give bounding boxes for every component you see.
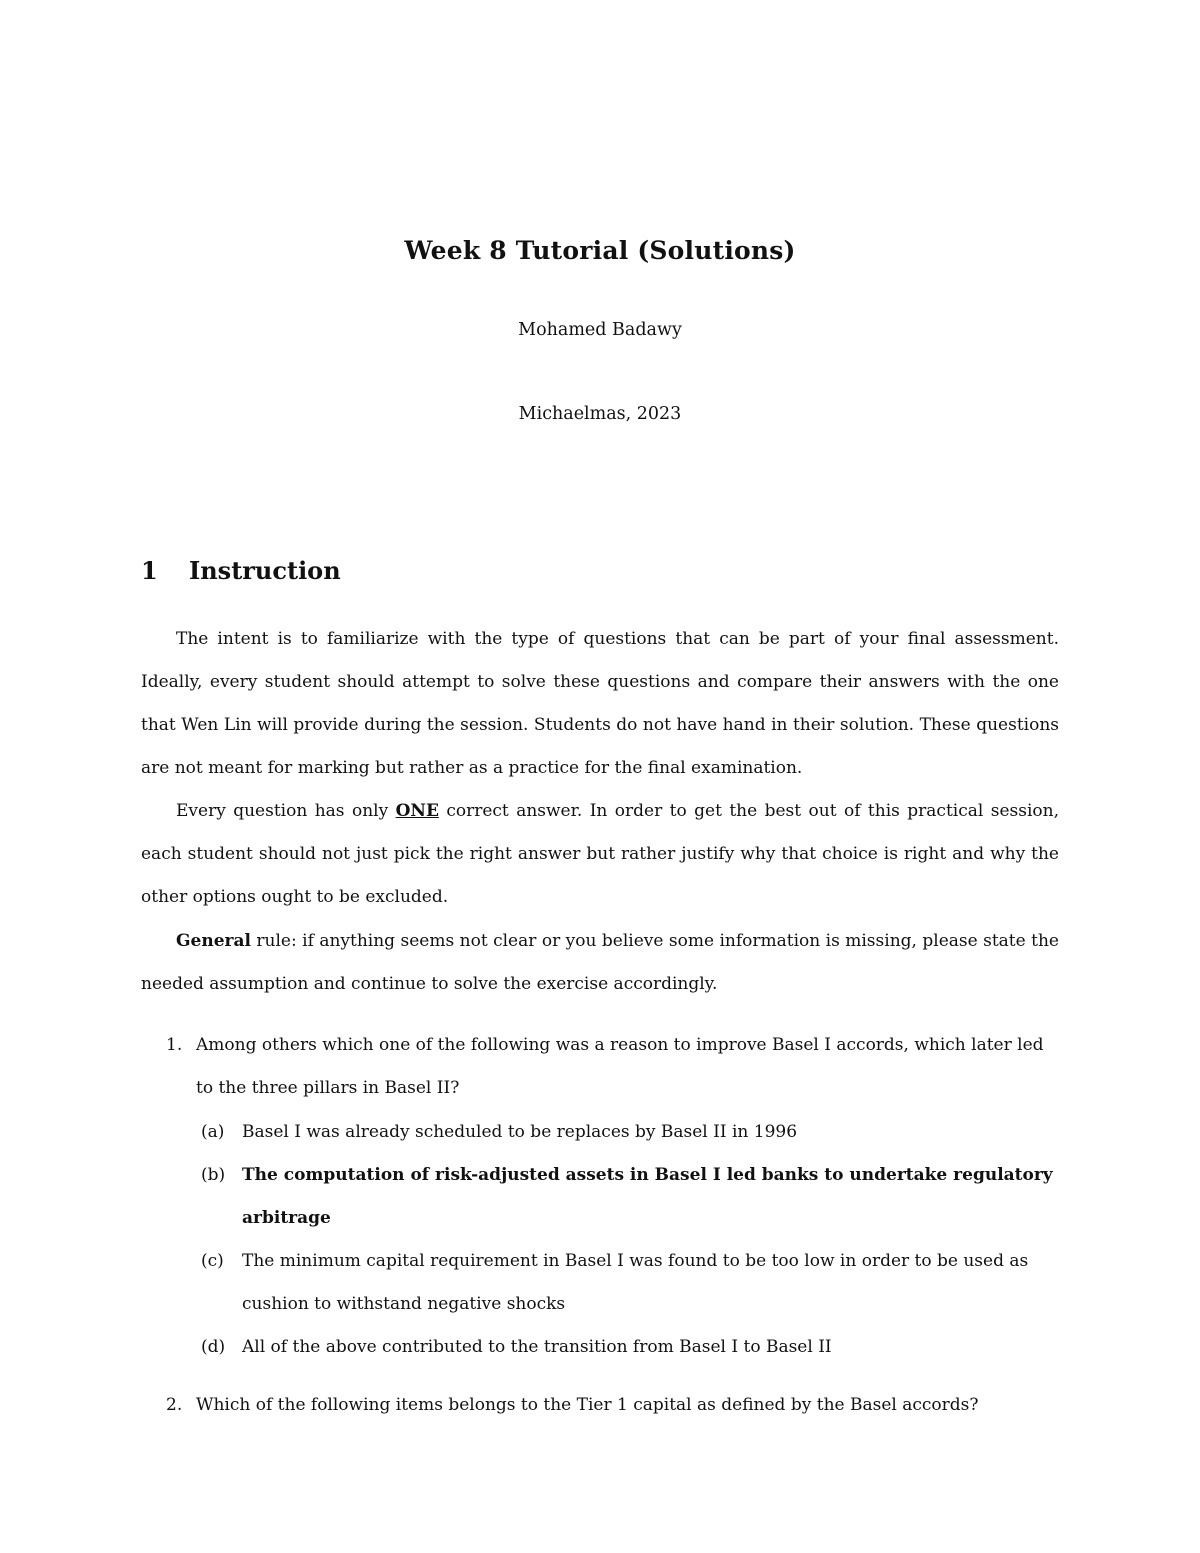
option-b-text: The computation of risk-adjusted assets in Basel I led banks to undertake regulatory arbitrage (242, 1165, 1053, 1228)
document-title: Week 8 Tutorial (Solutions) (404, 236, 796, 265)
question-1-number: 1. (166, 1035, 183, 1055)
option-b-correct (141, 1154, 1059, 1240)
question-1-options (141, 1111, 1059, 1369)
paragraph-intent (141, 618, 1059, 790)
paragraph-one-answer (141, 790, 1059, 919)
option-c-label: (c) (201, 1251, 224, 1271)
document-date: Michaelmas, 2023 (518, 404, 682, 424)
question-2-number: 2. (166, 1395, 183, 1415)
option-a-text: Basel I was already scheduled to be replaces by Basel II in 1996 (242, 1122, 798, 1142)
question-2 (141, 1384, 1059, 1427)
option-c (141, 1240, 1059, 1326)
option-d-label: (d) (201, 1337, 226, 1357)
paragraph-one-answer-rest: correct answer. In order to get the best out of this practical session, each student should not just pick the right answer but rather justify why that choice is right and why the other options ought to be excluded. (141, 801, 1059, 907)
option-c-text: The minimum capital requirement in Basel I was found to be too low in order to be used as cushion to withstand negative shocks (242, 1251, 1029, 1314)
section-number: 1 (141, 556, 158, 585)
paragraph-one-answer-lead: Every question has only (176, 801, 396, 821)
option-d-text: All of the above contributed to the transition from Basel I to Basel II (242, 1337, 832, 1357)
paragraph-general-rule (141, 920, 1059, 1006)
option-a-label: (a) (201, 1122, 225, 1142)
option-a (141, 1111, 1059, 1154)
option-b-label: (b) (201, 1165, 226, 1185)
section-heading (141, 556, 341, 585)
document-author: Mohamed Badawy (518, 320, 682, 340)
option-d (141, 1326, 1059, 1369)
question-1-text: Among others which one of the following was a reason to improve Basel I accords, which later led to the three pillars in Basel II? (196, 1035, 1044, 1098)
paragraph-intent-text: The intent is to familiarize with the type of questions that can be part of your final assessment. Ideally, every student should attempt to solve these questions and compare their answers with the one that Wen Lin will provide during the session. Students do not have hand in their solution. These questions are not meant for marking but rather as a practice for the final examination. (141, 629, 1059, 778)
general-label: General (176, 931, 251, 951)
section-title: Instruction (189, 556, 341, 585)
emphasis-one: ONE (395, 801, 439, 821)
paragraph-general-rule-text: rule: if anything seems not clear or you believe some information is missing, please state the needed assumption and continue to solve the exercise accordingly. (141, 931, 1059, 994)
question-1 (141, 1024, 1059, 1369)
question-2-stem (141, 1384, 1059, 1427)
question-2-text: Which of the following items belongs to the Tier 1 capital as defined by the Basel accords? (196, 1395, 979, 1415)
question-1-stem (141, 1024, 1059, 1110)
